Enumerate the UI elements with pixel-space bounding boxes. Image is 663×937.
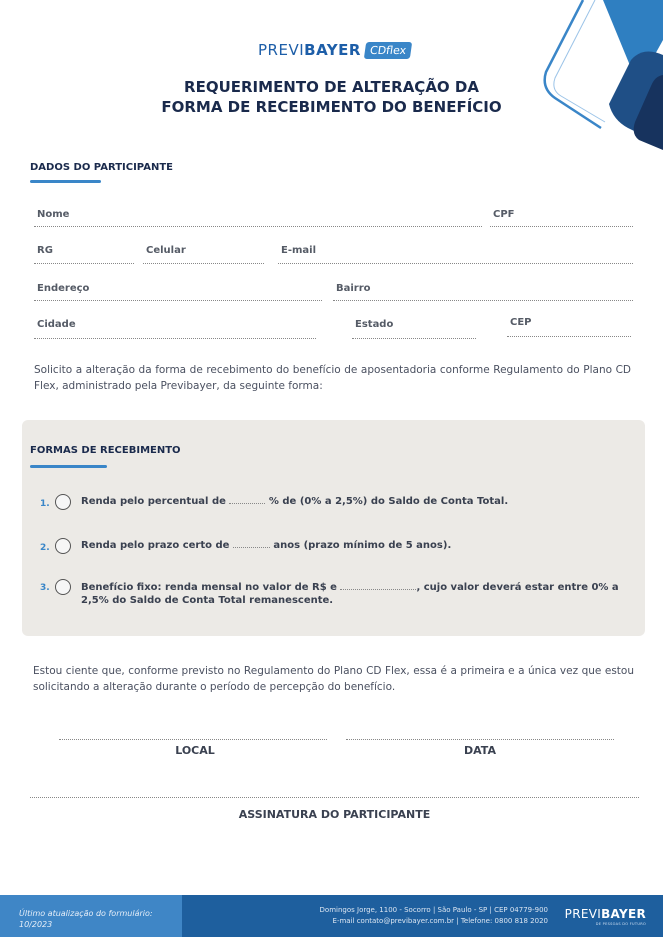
field-email-label: E-mail xyxy=(281,245,317,256)
intro-paragraph: Solicito a alteração da forma de recebimento do benefício de aposentadoria conforme Regulamento do Plano CD Flex, administrado pela Previbayer, da seguinte forma: xyxy=(34,364,631,392)
page-title-line2: FORMA DE RECEBIMENTO DO BENEFÍCIO xyxy=(161,98,502,116)
option-1-text xyxy=(81,494,621,508)
footer-contact-block xyxy=(320,905,548,927)
option-2-after: anos (prazo mínimo de 5 anos). xyxy=(273,540,452,551)
field-cidade-line[interactable] xyxy=(34,338,316,339)
footer xyxy=(0,895,663,937)
footer-update-label: Último atualização do formulário: xyxy=(19,909,153,918)
footer-tagline: DE PESSOAS DO FUTURO xyxy=(595,922,646,926)
brand-previ: PREVI xyxy=(258,41,305,59)
field-estado-line[interactable] xyxy=(352,338,476,339)
option-3-radio[interactable] xyxy=(55,579,71,595)
brand-bayer: BAYER xyxy=(304,41,361,59)
forms-section-underline xyxy=(30,465,107,468)
acknowledgement-paragraph: Estou ciente que, conforme previsto no Regulamento do Plano CD Flex, essa é a primeira e a única vez que estou solicitando a alteração durante o período de percepção do benefício. xyxy=(33,665,634,693)
field-email-line[interactable] xyxy=(278,263,633,264)
footer-logo-bayer: BAYER xyxy=(601,907,646,921)
footer-logo-previ: PREVI xyxy=(564,907,602,921)
option-1-fill[interactable] xyxy=(229,494,265,504)
option-3-before: Benefício fixo: renda mensal no valor de R$ e xyxy=(81,582,337,593)
option-2-before: Renda pelo prazo certo de xyxy=(81,540,230,551)
participant-section-underline xyxy=(30,180,101,183)
field-cidade-label: Cidade xyxy=(37,319,76,330)
signature-label: ASSINATURA DO PARTICIPANTE xyxy=(238,808,431,821)
option-3-line2: 2,5% do Saldo de Conta Total remanescente. xyxy=(81,595,334,606)
page-title-line1: REQUERIMENTO DE ALTERAÇÃO DA xyxy=(184,78,479,96)
option-1-radio[interactable] xyxy=(55,494,71,510)
option-2-radio[interactable] xyxy=(55,538,71,554)
option-3-fill[interactable] xyxy=(340,580,416,590)
field-cpf-label: CPF xyxy=(493,209,515,220)
option-3-number: 3. xyxy=(40,583,50,593)
field-rg-line[interactable] xyxy=(34,263,134,264)
field-nome-line[interactable] xyxy=(34,226,482,227)
field-celular-label: Celular xyxy=(146,245,186,256)
option-2-text xyxy=(81,538,621,552)
field-nome-label: Nome xyxy=(37,209,70,220)
footer-logo xyxy=(565,907,646,921)
participant-section-title: DADOS DO PARTICIPANTE xyxy=(30,162,173,173)
footer-contact: E-mail contato@previbayer.com.br | Telefone: 0800 818 2020 xyxy=(332,917,548,925)
local-line[interactable] xyxy=(59,739,327,740)
signature-line[interactable] xyxy=(30,797,639,798)
brand-logo xyxy=(258,39,411,61)
footer-update-date: 10/2023 xyxy=(19,920,53,929)
field-endereco-label: Endereço xyxy=(37,283,90,294)
field-cpf-line[interactable] xyxy=(490,226,633,227)
option-2-fill[interactable] xyxy=(233,538,270,548)
field-cep-line[interactable] xyxy=(507,336,631,337)
field-rg-label: RG xyxy=(37,245,53,256)
date-label: DATA xyxy=(464,744,496,757)
option-1-before: Renda pelo percentual de xyxy=(81,496,226,507)
local-label: LOCAL xyxy=(175,744,215,757)
option-3-text xyxy=(81,580,626,607)
forms-section-title: FORMAS DE RECEBIMENTO xyxy=(30,445,181,456)
option-1-number: 1. xyxy=(40,499,50,509)
footer-update-box xyxy=(0,895,182,937)
option-3-after: , cujo valor deverá estar entre 0% a xyxy=(416,582,619,593)
field-estado-label: Estado xyxy=(355,319,394,330)
field-cep-label: CEP xyxy=(510,317,532,328)
option-2-number: 2. xyxy=(40,543,50,553)
field-bairro-label: Bairro xyxy=(336,283,371,294)
field-celular-line[interactable] xyxy=(143,263,264,264)
option-1-after: % de (0% a 2,5%) do Saldo de Conta Total. xyxy=(268,496,509,507)
field-endereco-line[interactable] xyxy=(34,300,322,301)
footer-address: Domingos Jorge, 1100 - Socorro | São Paulo - SP | CEP 04779-900 xyxy=(319,906,548,914)
brand-cd-badge: CDflex xyxy=(364,42,413,59)
field-bairro-line[interactable] xyxy=(333,300,633,301)
date-line[interactable] xyxy=(346,739,614,740)
